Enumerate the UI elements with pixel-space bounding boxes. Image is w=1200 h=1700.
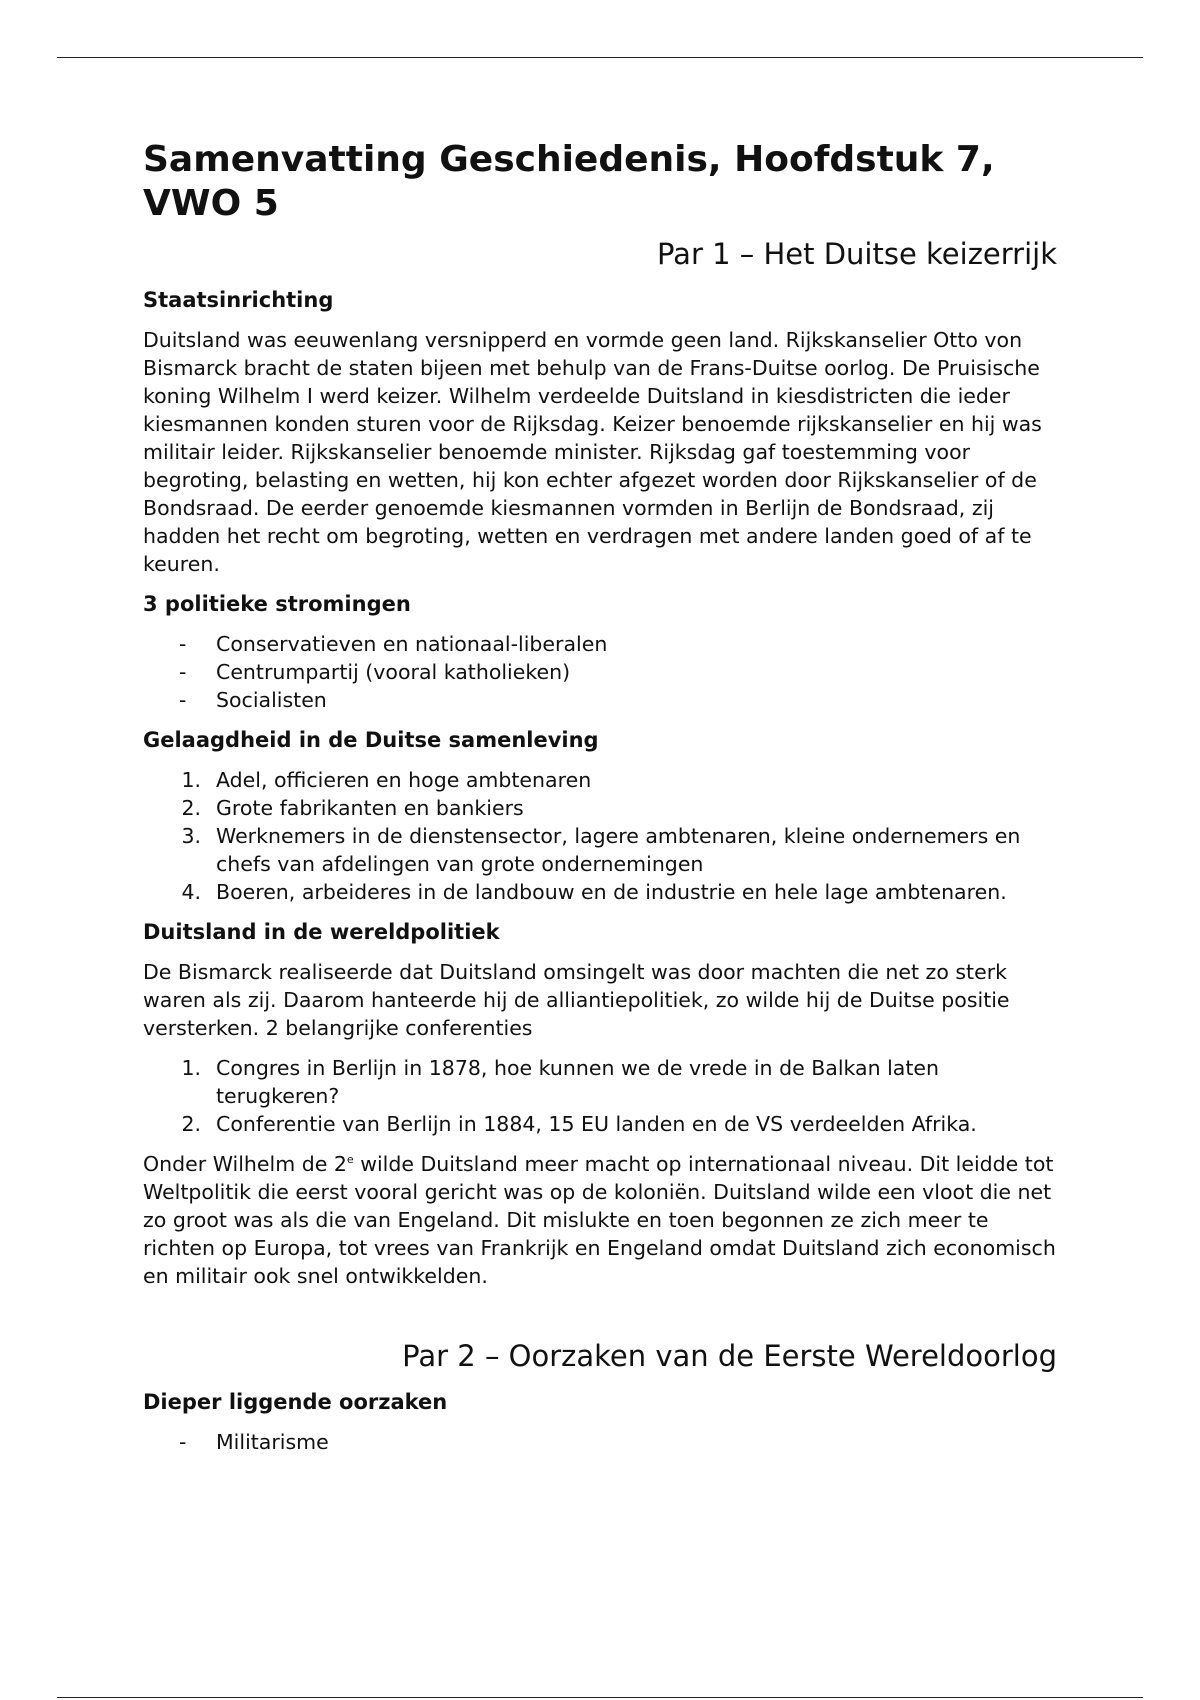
closing-text-start: Onder Wilhelm de 2 <box>143 1152 347 1176</box>
conferenties-list <box>143 1054 1057 1138</box>
list-item <box>143 1054 1057 1110</box>
list-item <box>143 766 1057 794</box>
dash-marker: - <box>179 1430 187 1454</box>
dash-marker: - <box>179 632 187 656</box>
list-item <box>143 878 1057 906</box>
bottom-rule <box>57 1697 1143 1698</box>
document-page <box>143 138 1057 1468</box>
ordinal-superscript: e <box>346 1153 354 1167</box>
list-item <box>143 658 1057 686</box>
staatsinrichting-text: Duitsland was eeuwenlang versnipperd en vormde geen land. Rijkskanselier Otto von Bismarck bracht de staten bijeen met behulp van de Frans-Duitse oorlog. De Pruisische koning Wilhelm I werd keizer. Wilhelm verdeelde Duitsland in kiesdistricten die ieder kiesmannen konden sturen voor de Rijksdag. Keizer benoemde rijkskanselier en hij was militair leider. Rijkskanselier benoemde minister. Rijksdag gaf toestemming voor begroting, belasting en wetten, hij kon echter afgezet worden door Rijkskanselier of de Bondsraad. De eerder genoemde kiesmannen vormden in Berlijn de Bondsraad, zij hadden het recht om begroting, wetten en verdragen met andere landen goed of af te keuren. <box>143 328 1042 576</box>
list-number: 2. <box>181 796 201 820</box>
par2-heading: Par 2 – Oorzaken van de Eerste Wereldoorlog <box>402 1339 1057 1373</box>
list-item-text: Grote fabrikanten en bankiers <box>216 796 524 820</box>
stromingen-heading: 3 politieke stromingen <box>143 592 411 616</box>
gelaagdheid-list <box>143 766 1057 906</box>
wereldpolitiek-closing <box>143 1150 1057 1290</box>
oorzaken-heading: Dieper liggende oorzaken <box>143 1390 448 1414</box>
gelaagdheid-heading: Gelaagdheid in de Duitse samenleving <box>143 728 599 752</box>
par1-heading: Par 1 – Het Duitse keizerrijk <box>657 237 1057 271</box>
oorzaken-list <box>143 1428 1057 1456</box>
wereldpolitiek-heading: Duitsland in de wereldpolitiek <box>143 920 500 944</box>
list-item-text: Conservatieven en nationaal-liberalen <box>216 632 608 656</box>
dash-marker: - <box>179 688 187 712</box>
list-item <box>143 630 1057 658</box>
list-number: 2. <box>181 1112 201 1136</box>
list-item-text: Adel, officieren en hoge ambtenaren <box>216 768 592 792</box>
document-title: Samenvatting Geschiedenis, Hoofdstuk 7, VWO 5 <box>143 139 995 224</box>
list-item <box>143 1110 1057 1138</box>
list-item-text: Werknemers in de dienstensector, lagere ambtenaren, kleine ondernemers en chefs van afdelingen van grote ondernemingen <box>216 824 1021 876</box>
dash-marker: - <box>179 660 187 684</box>
list-item-text: Centrumpartij (vooral katholieken) <box>216 660 571 684</box>
list-item <box>143 822 1057 878</box>
wereldpolitiek-intro: De Bismarck realiseerde dat Duitsland omsingelt was door machten die net zo sterk waren als zij. Daarom hanteerde hij de alliantiepolitiek, zo wilde hij de Duitse positie versterken. 2 belangrijke conferenties <box>143 960 1010 1040</box>
list-number: 3. <box>181 824 201 848</box>
list-item <box>143 794 1057 822</box>
list-item-text: Boeren, arbeideres in de landbouw en de industrie en hele lage ambtenaren. <box>216 880 1007 904</box>
section-spacer <box>143 1302 1057 1338</box>
top-rule <box>57 57 1143 58</box>
staatsinrichting-heading: Staatsinrichting <box>143 288 334 312</box>
list-item-text: Socialisten <box>216 688 327 712</box>
list-item-text: Congres in Berlijn in 1878, hoe kunnen we de vrede in de Balkan laten terugkeren? <box>216 1056 940 1108</box>
list-number: 1. <box>181 768 201 792</box>
list-number: 4. <box>181 880 201 904</box>
list-number: 1. <box>181 1056 201 1080</box>
closing-text-end: wilde Duitsland meer macht op internationaal niveau. Dit leidde tot Weltpolitik die eerst vooral gericht was op de koloniën. Duitsland wilde een vloot die net zo groot was als die van Engeland. Dit mislukte en toen begonnen ze zich meer te richten op Europa, tot vrees van Frankrijk en Engeland omdat Duitsland zich economisch en militair ook snel ontwikkelden. <box>143 1152 1056 1288</box>
list-item-text: Militarisme <box>216 1430 329 1454</box>
list-item <box>143 686 1057 714</box>
list-item-text: Conferentie van Berlijn in 1884, 15 EU landen en de VS verdeelden Afrika. <box>216 1112 977 1136</box>
stromingen-list <box>143 630 1057 714</box>
list-item <box>143 1428 1057 1456</box>
